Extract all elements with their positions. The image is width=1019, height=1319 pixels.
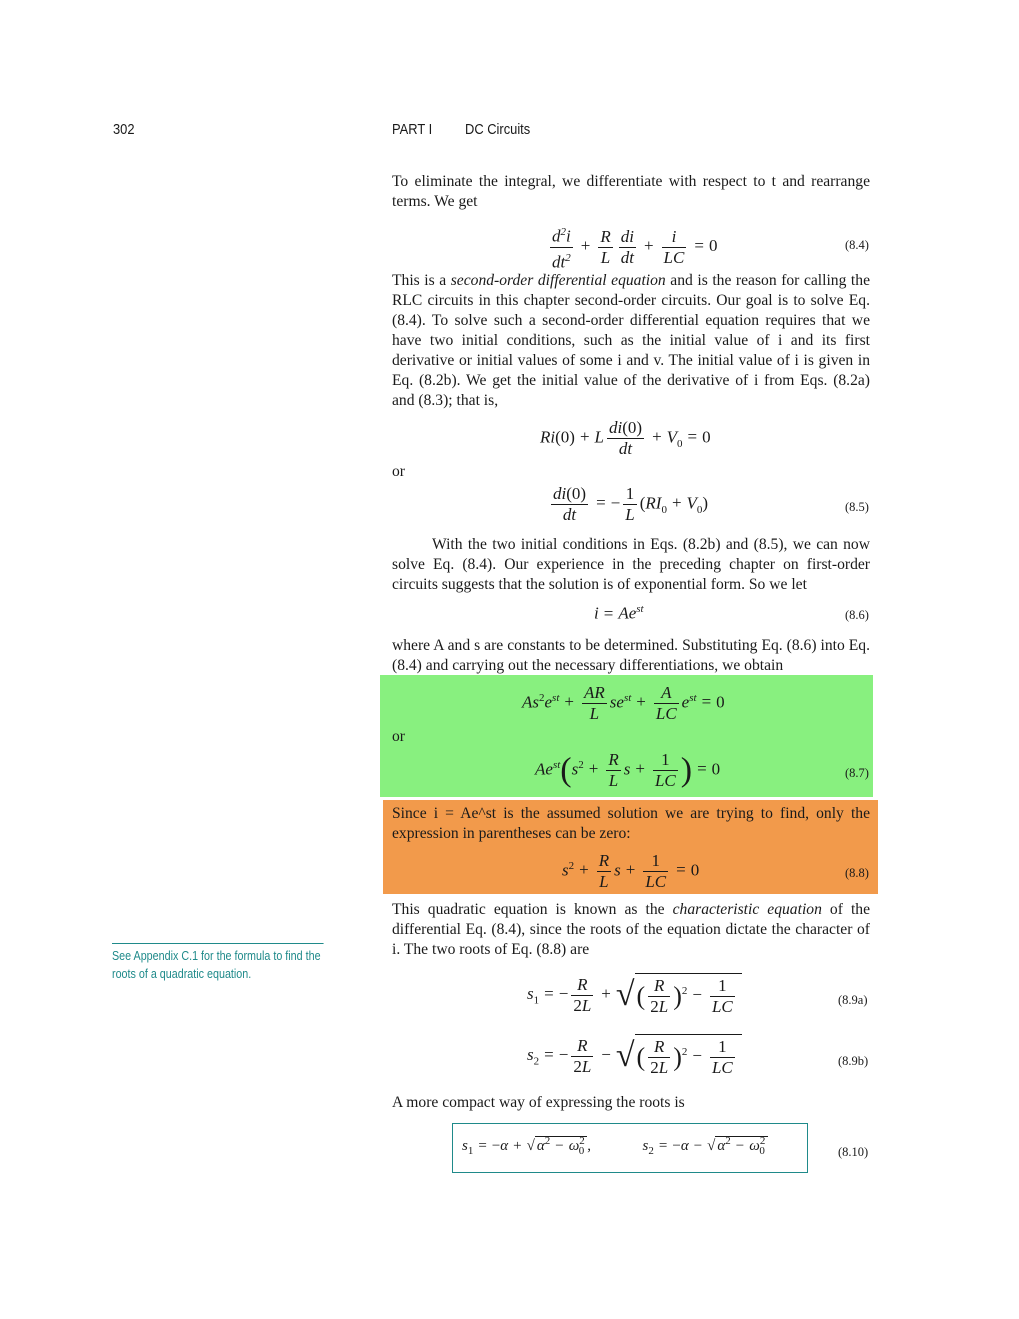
equation-initial-condition: Ri(0) + L $\frac{di(0)}{dt}$ + $V_0 = 0$ [540, 418, 711, 458]
sidebar-note: See Appendix C.1 for the formula to find the roots of a quadratic equation. [112, 943, 324, 983]
paragraph-5: Since i = Ae^st is the assumed solution we are trying to find, only the expression in parentheses can be zero: [392, 805, 870, 842]
or-text-2: or [392, 728, 405, 745]
equation-number: (8.4) [845, 238, 869, 252]
equation-number: (8.5) [845, 500, 869, 514]
equation-number: (8.9b) [838, 1054, 869, 1068]
section-title: DC Circuits [465, 121, 531, 138]
paragraph-6: This quadratic equation is known as the characteristic equation of the differential Eq. (8.4), since the roots of the equation dictate the character of i. The two roots of Eq. (8.8) are [392, 901, 871, 958]
equation-number: (8.7) [845, 766, 869, 780]
equation-8-7: $Ae^{st}(s^2$ + $\frac{R}{L}$ s + $\frac{1}{LC}$ ) = 0 [535, 750, 721, 790]
paragraph-4: where A and s are constants to be determined. Substituting Eq. (8.6) into Eq. (8.4) and carrying out the necessary differentiations, we obtain [392, 637, 870, 674]
equation-number: (8.10) [838, 1145, 869, 1159]
equation-number: (8.8) [845, 866, 869, 880]
equation-8-5: $\frac{di(0)}{dt}$ = − $\frac{1}{L}$ $(RI_0 + V_0)$ [553, 484, 709, 524]
paragraph-3: With the two initial conditions in Eqs. (8.2b) and (8.5), we can now solve Eq. (8.4). Our experience in the preceding chapter on first-order circuits suggests that the solution is of exponential form. So we let [392, 536, 870, 593]
paragraph-1: To eliminate the integral, we differentiate with respect to t and rearrange terms. We get [392, 173, 870, 210]
page-number: 302 [113, 121, 135, 138]
equation-number: (8.6) [845, 608, 869, 622]
equation-8-10: $s_1 = -\alpha$ + √ $\alpha^2 - \omega^2_0$ , $s_2 = -\alpha$ − √ $\alpha^2 - \omega^2_0$ [462, 1135, 768, 1157]
equation-8-6: $i = Ae^{st}$ [594, 603, 644, 623]
equation-8-9b: $s_2$ = − $\frac{R}{2L}$ − √( $\frac{R}{2L}$ )$^2$ − $\frac{1}{LC}$ [527, 1034, 742, 1078]
equation-8-8: $s^2$ + $\frac{R}{L}$ s + $\frac{1}{LC}$ = 0 [562, 851, 700, 891]
part-label: PART I [392, 121, 433, 138]
equation-8-9a: $s_1$ = − $\frac{R}{2L}$ + √( $\frac{R}{2L}$ )$^2$ − $\frac{1}{LC}$ [527, 973, 742, 1017]
equation-substituted: $As^2e^{st}$ + $\frac{AR}{L}$ $se^{st}$ + $\frac{A}{LC}$ $e^{st} = 0$ [522, 683, 725, 723]
equation-8-4: $\frac{d^2i}{dt^2}$ + $\frac{R}{L}$ $\frac{di}{dt}$ + $\frac{i}{LC}$ = 0 [547, 222, 717, 272]
or-text-1: or [392, 463, 405, 480]
paragraph-7: A more compact way of expressing the roots is [392, 1094, 685, 1111]
equation-number: (8.9a) [838, 993, 868, 1007]
paragraph-2: This is a second-order differential equation and is the reason for calling the RLC circuits in this chapter second-order circuits. Our goal is to solve Eq. (8.4). To solve such a second-order differential equation requires that we have two initial conditions, such as the initial value of i and its first derivative or initial values of some i and v. The initial value of i is given in Eq. (8.2b). We get the initial value of the derivative of i from Eqs. (8.2a) and (8.3); that is, [392, 272, 870, 409]
